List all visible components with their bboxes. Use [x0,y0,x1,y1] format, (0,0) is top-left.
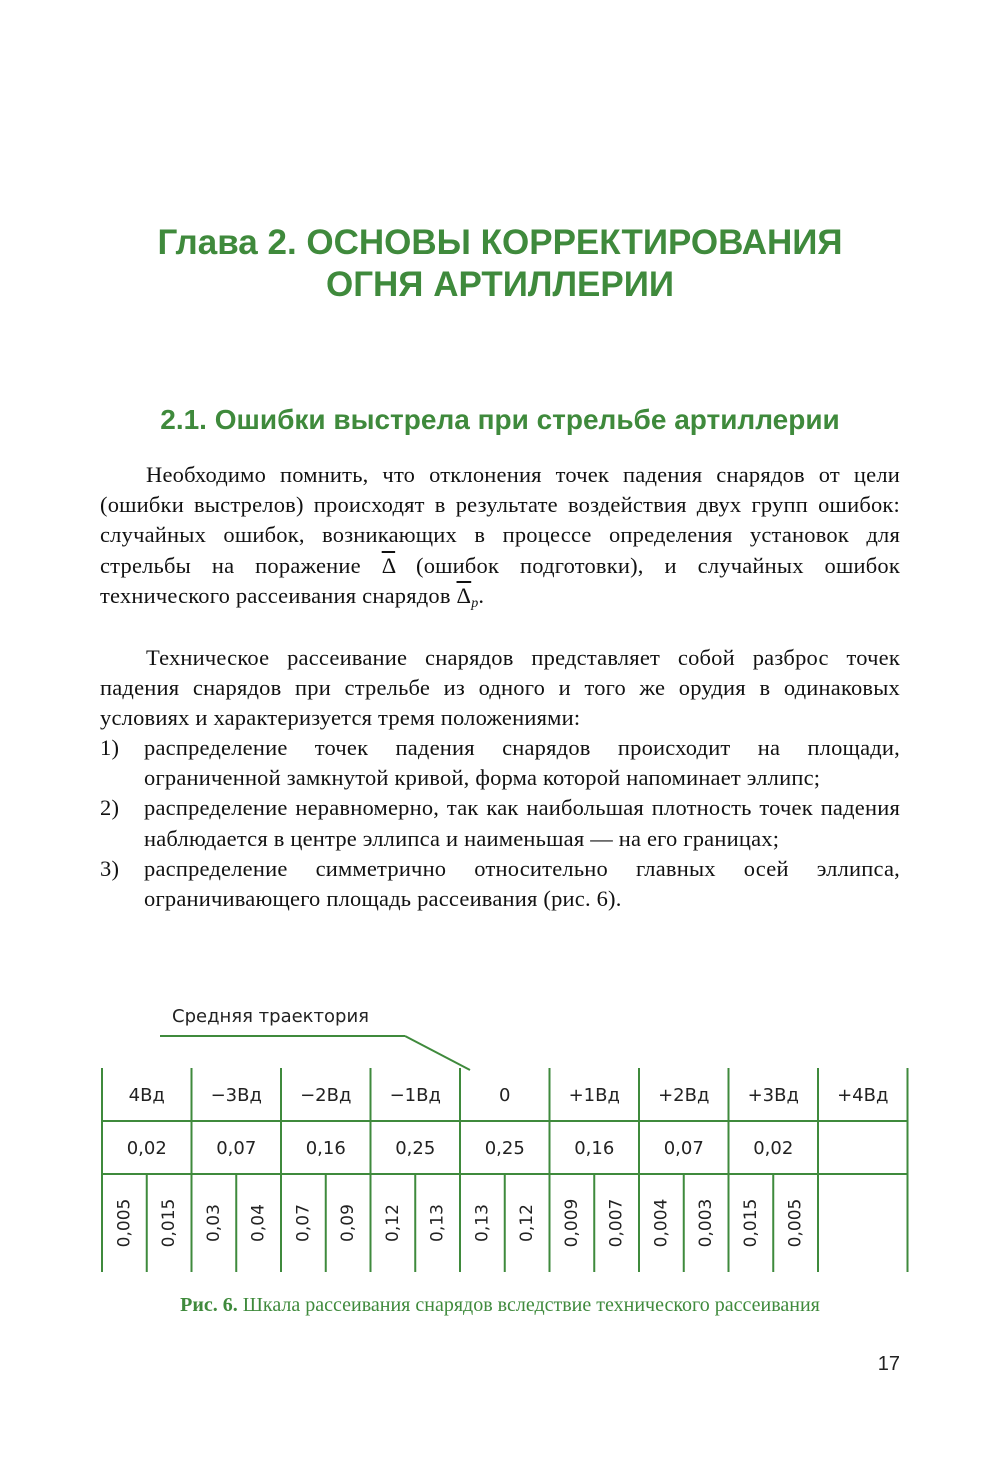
probability-cell: 0,16 [574,1138,615,1159]
deviation-header: 0 [499,1085,511,1106]
probability-cell: 0,25 [484,1138,525,1159]
sub-probability-cell: 0,009 [561,1198,582,1248]
deviation-header: 4Вд [128,1085,165,1106]
sub-probability-cell: 0,13 [427,1204,448,1242]
trajectory-label: Средняя траектория [172,1006,369,1027]
deviation-header: +3Вд [747,1085,799,1106]
sub-probability-cell: 0,12 [382,1204,403,1242]
sub-probability-cell: 0,07 [293,1204,314,1242]
deviation-header: −2Вд [300,1085,352,1106]
list-item-number: 2) [100,795,120,821]
figure-caption [100,1294,900,1317]
paragraph-1-text-a: Необходимо помнить, что отклонения точек падения снарядов от цели (ошибки выстрелов) происходят в результате воздействия двух групп ошибок: случайных ошибок, возникающих в процессе определения установок для стрельбы на поражение [100,462,900,578]
caption-text: Шкала рассеивания снарядов вследствие технического рассеивания [237,1294,820,1316]
sub-probability-cell: 0,005 [114,1198,135,1248]
delta-p-subscript: р [471,595,479,611]
list-item-text: распределение точек падения снарядов происходит на площади, ограниченной замкнутой кривой, форма которой напоминает эллипс; [144,735,900,791]
chapter-title-line2: ОГНЯ АРТИЛЛЕРИИ [325,265,675,304]
trajectory-pointer-line [405,1036,470,1070]
list-item-number: 1) [100,735,120,760]
deviation-header: −3Вд [210,1085,262,1106]
sub-probability-cell: 0,005 [785,1198,806,1248]
sub-probability-cell: 0,004 [651,1198,672,1248]
list-item-text: распределение неравномерно, так как наибольшая плотность точек падения наблюдается в центре эллипса и наименьшая — на его границах; [144,795,900,851]
sub-probability-cell: 0,015 [159,1198,180,1248]
paragraph-1-text-b: (ошибок подготовки), и случайных ошибок технического рассеивания снарядов [100,552,900,608]
probability-cell: 0,25 [395,1138,436,1159]
sub-probability-cell: 0,12 [517,1204,538,1242]
delta-symbol: $\overline{\Delta}$ [381,552,396,578]
deviation-header: −1Вд [389,1085,441,1106]
paragraph-1-text-c: . [478,582,485,608]
sub-probability-cell: 0,03 [203,1204,224,1242]
section-title: 2.1. Ошибки выстрела при стрельбе артиллерии [160,404,840,435]
sub-probability-cell: 0,007 [606,1198,627,1248]
probability-cell: 0,07 [216,1138,257,1159]
chapter-title-line1: Глава 2. ОСНОВЫ КОРРЕКТИРОВАНИЯ [157,223,843,262]
deviation-header: +1Вд [568,1085,620,1106]
probability-cell: 0,07 [663,1138,704,1159]
caption-label: Рис. 6. [180,1294,238,1316]
deviation-header: +2Вд [658,1085,710,1106]
probability-cell: 0,02 [753,1138,794,1159]
deviation-header: +4Вд [837,1085,889,1106]
probability-cell: 0,16 [305,1138,346,1159]
sub-probability-cell: 0,09 [338,1204,359,1242]
sub-probability-cell: 0,003 [696,1198,717,1248]
probability-cell: 0,02 [126,1138,167,1159]
list-item-number: 3) [100,855,120,881]
list-item-text: распределение симметрично относительно главных осей эллипса, ограничивающего площадь рассеивания (рис. 6). [144,855,900,912]
delta-p-symbol: $\overline{\Delta}$ [456,582,472,608]
page-number: 17 [877,1353,900,1375]
sub-probability-cell: 0,04 [248,1204,269,1242]
sub-probability-cell: 0,015 [740,1198,761,1248]
paragraph-2: Техническое рассеивание снарядов представляет собой разброс точек падения снарядов при стрельбе из одного и того же орудия в одинаковых условиях и характеризуется тремя положениями: [100,645,900,731]
sub-probability-cell: 0,13 [472,1204,493,1242]
